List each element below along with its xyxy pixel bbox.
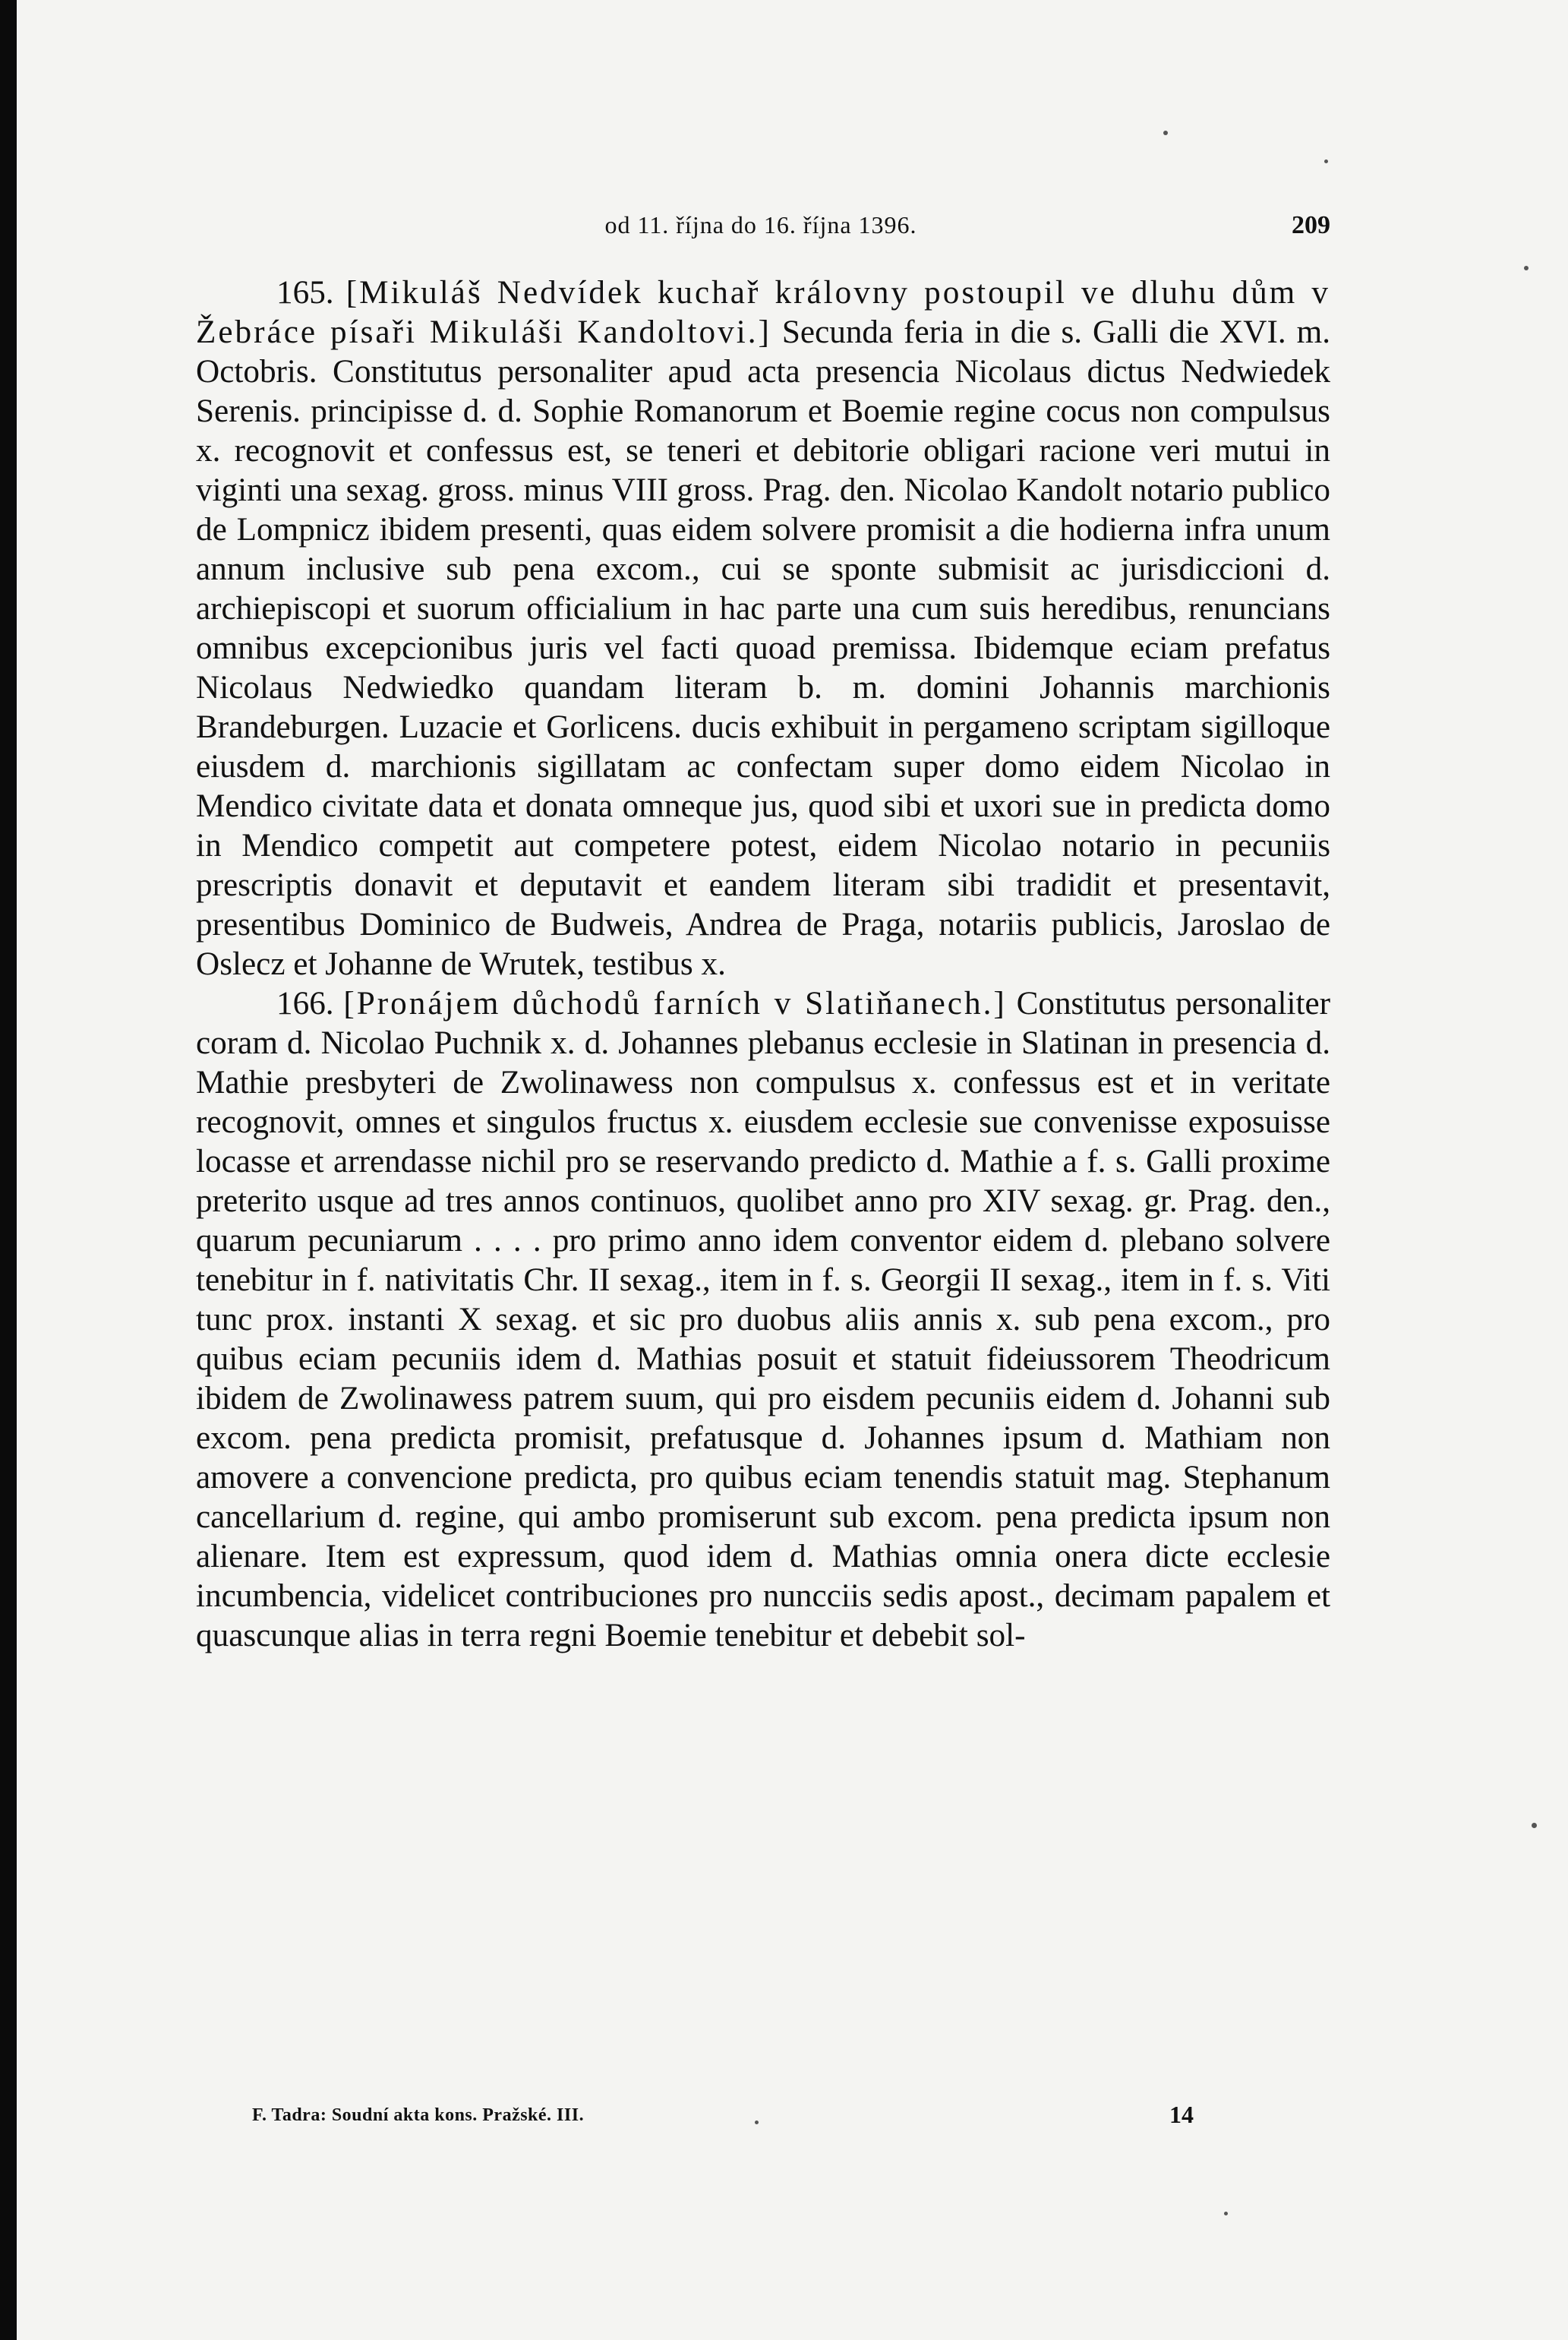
running-title: od 11. října do 16. října 1396. bbox=[604, 211, 917, 238]
entry-165 bbox=[196, 273, 1330, 984]
scan-edge bbox=[0, 0, 17, 2340]
entry-166 bbox=[196, 984, 1330, 1656]
footer-source: F. Tadra: Soudní akta kons. Pražské. III. bbox=[252, 2105, 585, 2125]
book-page bbox=[17, 0, 1568, 2340]
page-footer bbox=[252, 2101, 1194, 2131]
entry-number: 166. bbox=[276, 986, 334, 1022]
scan-speck bbox=[1224, 2212, 1228, 2215]
scan-speck bbox=[1324, 159, 1328, 163]
entry-text: Constitutus personaliter coram d. Nicolao Puchnik x. d. Johannes plebanus ecclesie in Slatinan in presencia d. Mathie presbyteri de Zwolinawess non compulsus x. confessus est et in veritate recognovit, omnes et singulos fructus x. eiusdem ecclesie sue convenisse exposuisse locasse et arrendasse nichil pro se reservando predicto d. Mathie a f. s. Galli proxime preterito usque ad tres annos continuos, quolibet anno pro XIV sexag. gr. Prag. den., quarum pecuniarum . . . . pro primo anno idem conventor eidem d. plebano solvere tenebitur in f. nativitatis Chr. II sexag., item in f. s. Georgii II sexag., item in f. s. Viti tunc prox. instanti X sexag. et sic pro duobus aliis annis x. sub pena excom., pro quibus eciam pecuniis idem d. Mathias posuit et statuit fideiussorem Theodricum ibidem de Zwolinawess patrem suum, qui pro eisdem pecuniis eidem d. Johanni sub excom. pena predicta promisit, prefatusque d. Johannes ipsum d. Mathiam non amovere a convencione predicta, pro quibus eciam tenendis statuit mag. Stephanum cancellarium d. regine, qui ambo promiserunt sub excom. pena predicta ipsum non alienare. Item est expressum, quod idem d. Mathias omnia onera dicte ecclesie incumbencia, videlicet contribuciones pro nuncciis sedis apost., decimam papalem et quascunque alias in terra regni Boemie tenebitur et debebit sol- bbox=[196, 986, 1331, 1653]
scan-speck bbox=[755, 2121, 759, 2124]
entry-text: Secunda feria in die s. Galli die XVI. m. Octobris. Constitutus personaliter apud acta presencia Nicolaus dictus Nedwiedek Serenis. principisse d. d. Sophie Romanorum et Boemie regine cocus non compulsus x. recognovit et confessus est, se teneri et debitorie obligari racione veri mutui in viginti una sexag. gross. minus VIII gross. Prag. den. Nicolao Kandolt notario publico de Lompnicz ibidem presenti, quas eidem solvere promisit a die hodierna infra unum annum inclusive sub pena excom., cui se sponte submisit ac jurisdiccioni d. archiepiscopi et suorum officialium in hac parte una cum suis heredibus, renuncians omnibus excepcionibus juris vel facti quoad premissa. Ibidemque eciam prefatus Nicolaus Nedwiedko quandam literam b. m. domini Johannis marchionis Brandeburgen. Luzacie et Gorlicens. ducis exhibuit in pergameno scriptam sigilloque eiusdem d. marchionis sigillatam ac confectam super domo eidem Nicolao in Mendico civitate data et donata omneque jus, quod sibi et uxori sue in predicta domo in Mendico competit aut competere potest, eidem Nicolao notario in pecuniis prescriptis donavit et deputavit et eandem literam sibi tradidit et presentavit, presentibus Dominico de Budweis, Andrea de Praga, notariis publicis, Jaroslao de Oslecz et Johanne de Wrutek, testibus x. bbox=[196, 314, 1330, 982]
page-number: 209 bbox=[1292, 211, 1330, 239]
entry-summary: [Mikuláš Nedvídek kuchař královny postoupil ve dluhu dům v Žebráce písaři Mikuláši Kandoltovi.] bbox=[196, 275, 1330, 350]
entry-number: 165. bbox=[276, 275, 334, 311]
signature-mark: 14 bbox=[1169, 2101, 1194, 2128]
page-header bbox=[191, 211, 1330, 257]
scan-speck bbox=[1524, 266, 1529, 270]
entry-summary: [Pronájem důchodů farních v Slatiňanech.] bbox=[343, 986, 1007, 1022]
scan-speck bbox=[1163, 131, 1168, 135]
page-body bbox=[196, 273, 1330, 1656]
scan-speck bbox=[1532, 1823, 1537, 1828]
